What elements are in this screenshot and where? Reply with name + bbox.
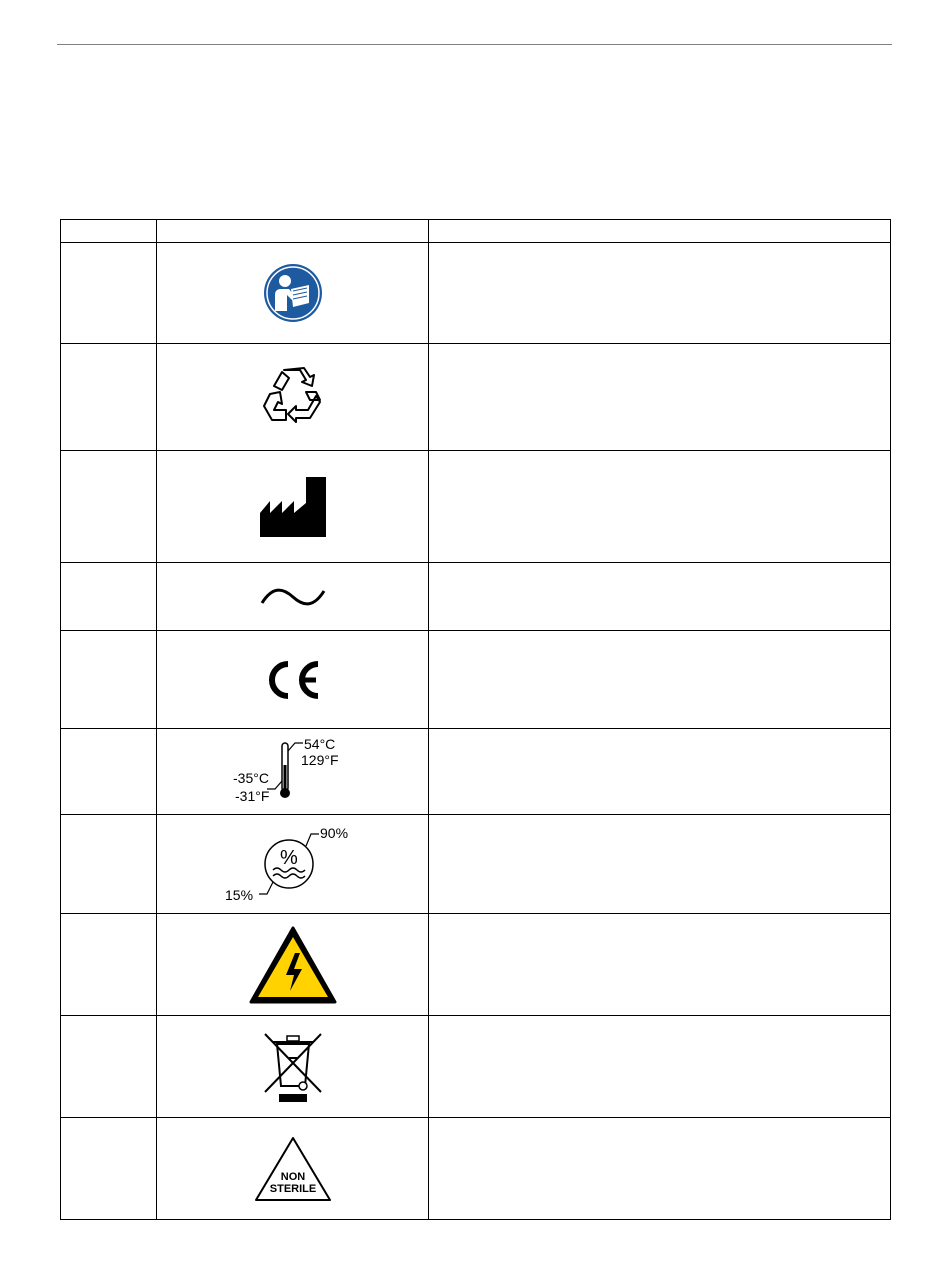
- weee-disposal-icon: [261, 1030, 325, 1104]
- description-cell: [429, 729, 891, 815]
- row-cell-blank: [61, 631, 157, 729]
- temperature-lower-f: -31°F: [234, 787, 269, 804]
- table-row: [61, 729, 891, 815]
- alternating-current-icon: [260, 585, 326, 609]
- table-header-row: [61, 220, 891, 243]
- electric-hazard-icon: [248, 925, 338, 1005]
- symbol-cell: [157, 1016, 429, 1118]
- description-cell: [429, 243, 891, 344]
- read-manual-icon: [263, 263, 323, 323]
- row-cell-blank: [61, 914, 157, 1016]
- header-cell-3: [429, 220, 891, 243]
- header-cell-1: [61, 220, 157, 243]
- symbol-cell: [157, 729, 429, 815]
- table-row: [61, 914, 891, 1016]
- table-row: [61, 344, 891, 451]
- description-cell: [429, 1016, 891, 1118]
- header-rule: [57, 44, 892, 45]
- temperature-lower-c: -35°C: [232, 769, 269, 786]
- recycling-icon: [262, 366, 324, 428]
- description-cell: [429, 631, 891, 729]
- temperature-upper-f: 129°F: [300, 751, 339, 768]
- table-row: [61, 1016, 891, 1118]
- symbol-cell: [157, 631, 429, 729]
- row-cell-blank: [61, 815, 157, 914]
- symbol-cell: [157, 1118, 429, 1220]
- row-cell-blank: [61, 243, 157, 344]
- description-cell: [429, 451, 891, 563]
- table-row: [61, 631, 891, 729]
- symbol-cell: [157, 451, 429, 563]
- row-cell-blank: [61, 563, 157, 631]
- non-sterile-line2: STERILE: [269, 1182, 316, 1195]
- description-cell: [429, 1118, 891, 1220]
- table-row: [61, 451, 891, 563]
- symbol-cell: [157, 344, 429, 451]
- row-cell-blank: [61, 344, 157, 451]
- manufacturer-icon: [260, 477, 326, 537]
- header-cell-2: [157, 220, 429, 243]
- row-cell-blank: [61, 729, 157, 815]
- svg-text:%: %: [279, 847, 298, 869]
- table-row: [61, 815, 891, 914]
- symbols-table: [60, 219, 891, 1220]
- non-sterile-icon: [252, 1134, 334, 1204]
- description-cell: [429, 914, 891, 1016]
- table-row: [61, 243, 891, 344]
- temperature-limit-icon: [233, 735, 353, 809]
- humidity-limit-icon: [223, 822, 363, 906]
- humidity-upper-label: 90%: [319, 825, 348, 841]
- row-cell-blank: [61, 1016, 157, 1118]
- row-cell-blank: [61, 1118, 157, 1220]
- description-cell: [429, 344, 891, 451]
- table-row: [61, 1118, 891, 1220]
- symbol-cell: [157, 563, 429, 631]
- description-cell: [429, 563, 891, 631]
- symbol-cell: [157, 243, 429, 344]
- temperature-upper-c: 54°C: [303, 735, 335, 752]
- humidity-lower-label: 15%: [224, 887, 253, 903]
- symbol-cell: [157, 914, 429, 1016]
- row-cell-blank: [61, 451, 157, 563]
- ce-mark-icon: [264, 660, 322, 700]
- description-cell: [429, 815, 891, 914]
- symbol-cell: [157, 815, 429, 914]
- table-row: [61, 563, 891, 631]
- non-sterile-line1: NON: [280, 1170, 305, 1183]
